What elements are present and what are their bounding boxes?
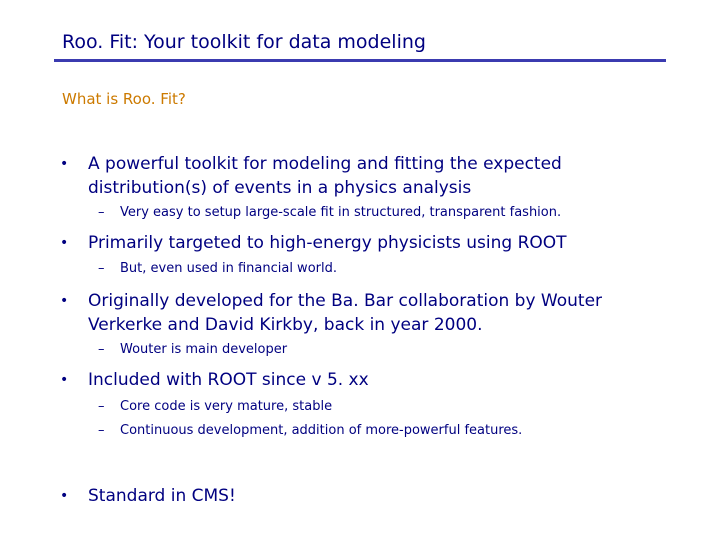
title-underline xyxy=(54,59,666,62)
bullet-item xyxy=(60,152,562,200)
bullet-line: Originally developed for the Ba. Bar collaboration by Wouter xyxy=(88,291,603,311)
sub-bullet-text: Core code is very mature, stable xyxy=(120,399,333,414)
bullet-line: Standard in CMS! xyxy=(88,486,236,506)
sub-bullet-text: But, even used in financial world. xyxy=(120,261,337,276)
slide-subtitle: What is Roo. Fit? xyxy=(62,90,186,108)
bullet-marker: • xyxy=(60,235,69,251)
bullet-item xyxy=(60,289,602,337)
bullet-marker: • xyxy=(60,372,69,388)
bullet-line: distribution(s) of events in a physics analysis xyxy=(88,178,472,198)
dash-marker: – xyxy=(98,399,105,414)
sub-bullet-item xyxy=(98,422,522,440)
slide-title: Roo. Fit: Your toolkit for data modeling xyxy=(62,31,426,53)
bullet-line: Verkerke and David Kirkby, back in year 2000. xyxy=(88,315,483,335)
dash-marker: – xyxy=(98,261,105,276)
dash-marker: – xyxy=(98,342,105,357)
bullet-line: Primarily targeted to high-energy physicists using ROOT xyxy=(88,233,567,253)
dash-marker: – xyxy=(98,205,105,220)
sub-bullet-item xyxy=(98,341,287,359)
bullet-marker: • xyxy=(60,293,69,309)
bullet-line: A powerful toolkit for modeling and fitting the expected xyxy=(88,154,562,174)
bullet-marker: • xyxy=(60,488,69,504)
sub-bullet-text: Very easy to setup large-scale fit in structured, transparent fashion. xyxy=(120,205,562,220)
bullet-item xyxy=(60,484,236,508)
bullet-item xyxy=(60,368,369,392)
bullet-line: Included with ROOT since v 5. xx xyxy=(88,370,369,390)
sub-bullet-text: Continuous development, addition of more-powerful features. xyxy=(120,423,523,438)
bullet-marker: • xyxy=(60,156,69,172)
sub-bullet-item xyxy=(98,398,332,416)
sub-bullet-item xyxy=(98,260,337,278)
dash-marker: – xyxy=(98,423,105,438)
sub-bullet-text: Wouter is main developer xyxy=(120,342,288,357)
bullet-item xyxy=(60,231,567,255)
sub-bullet-item xyxy=(98,204,561,222)
